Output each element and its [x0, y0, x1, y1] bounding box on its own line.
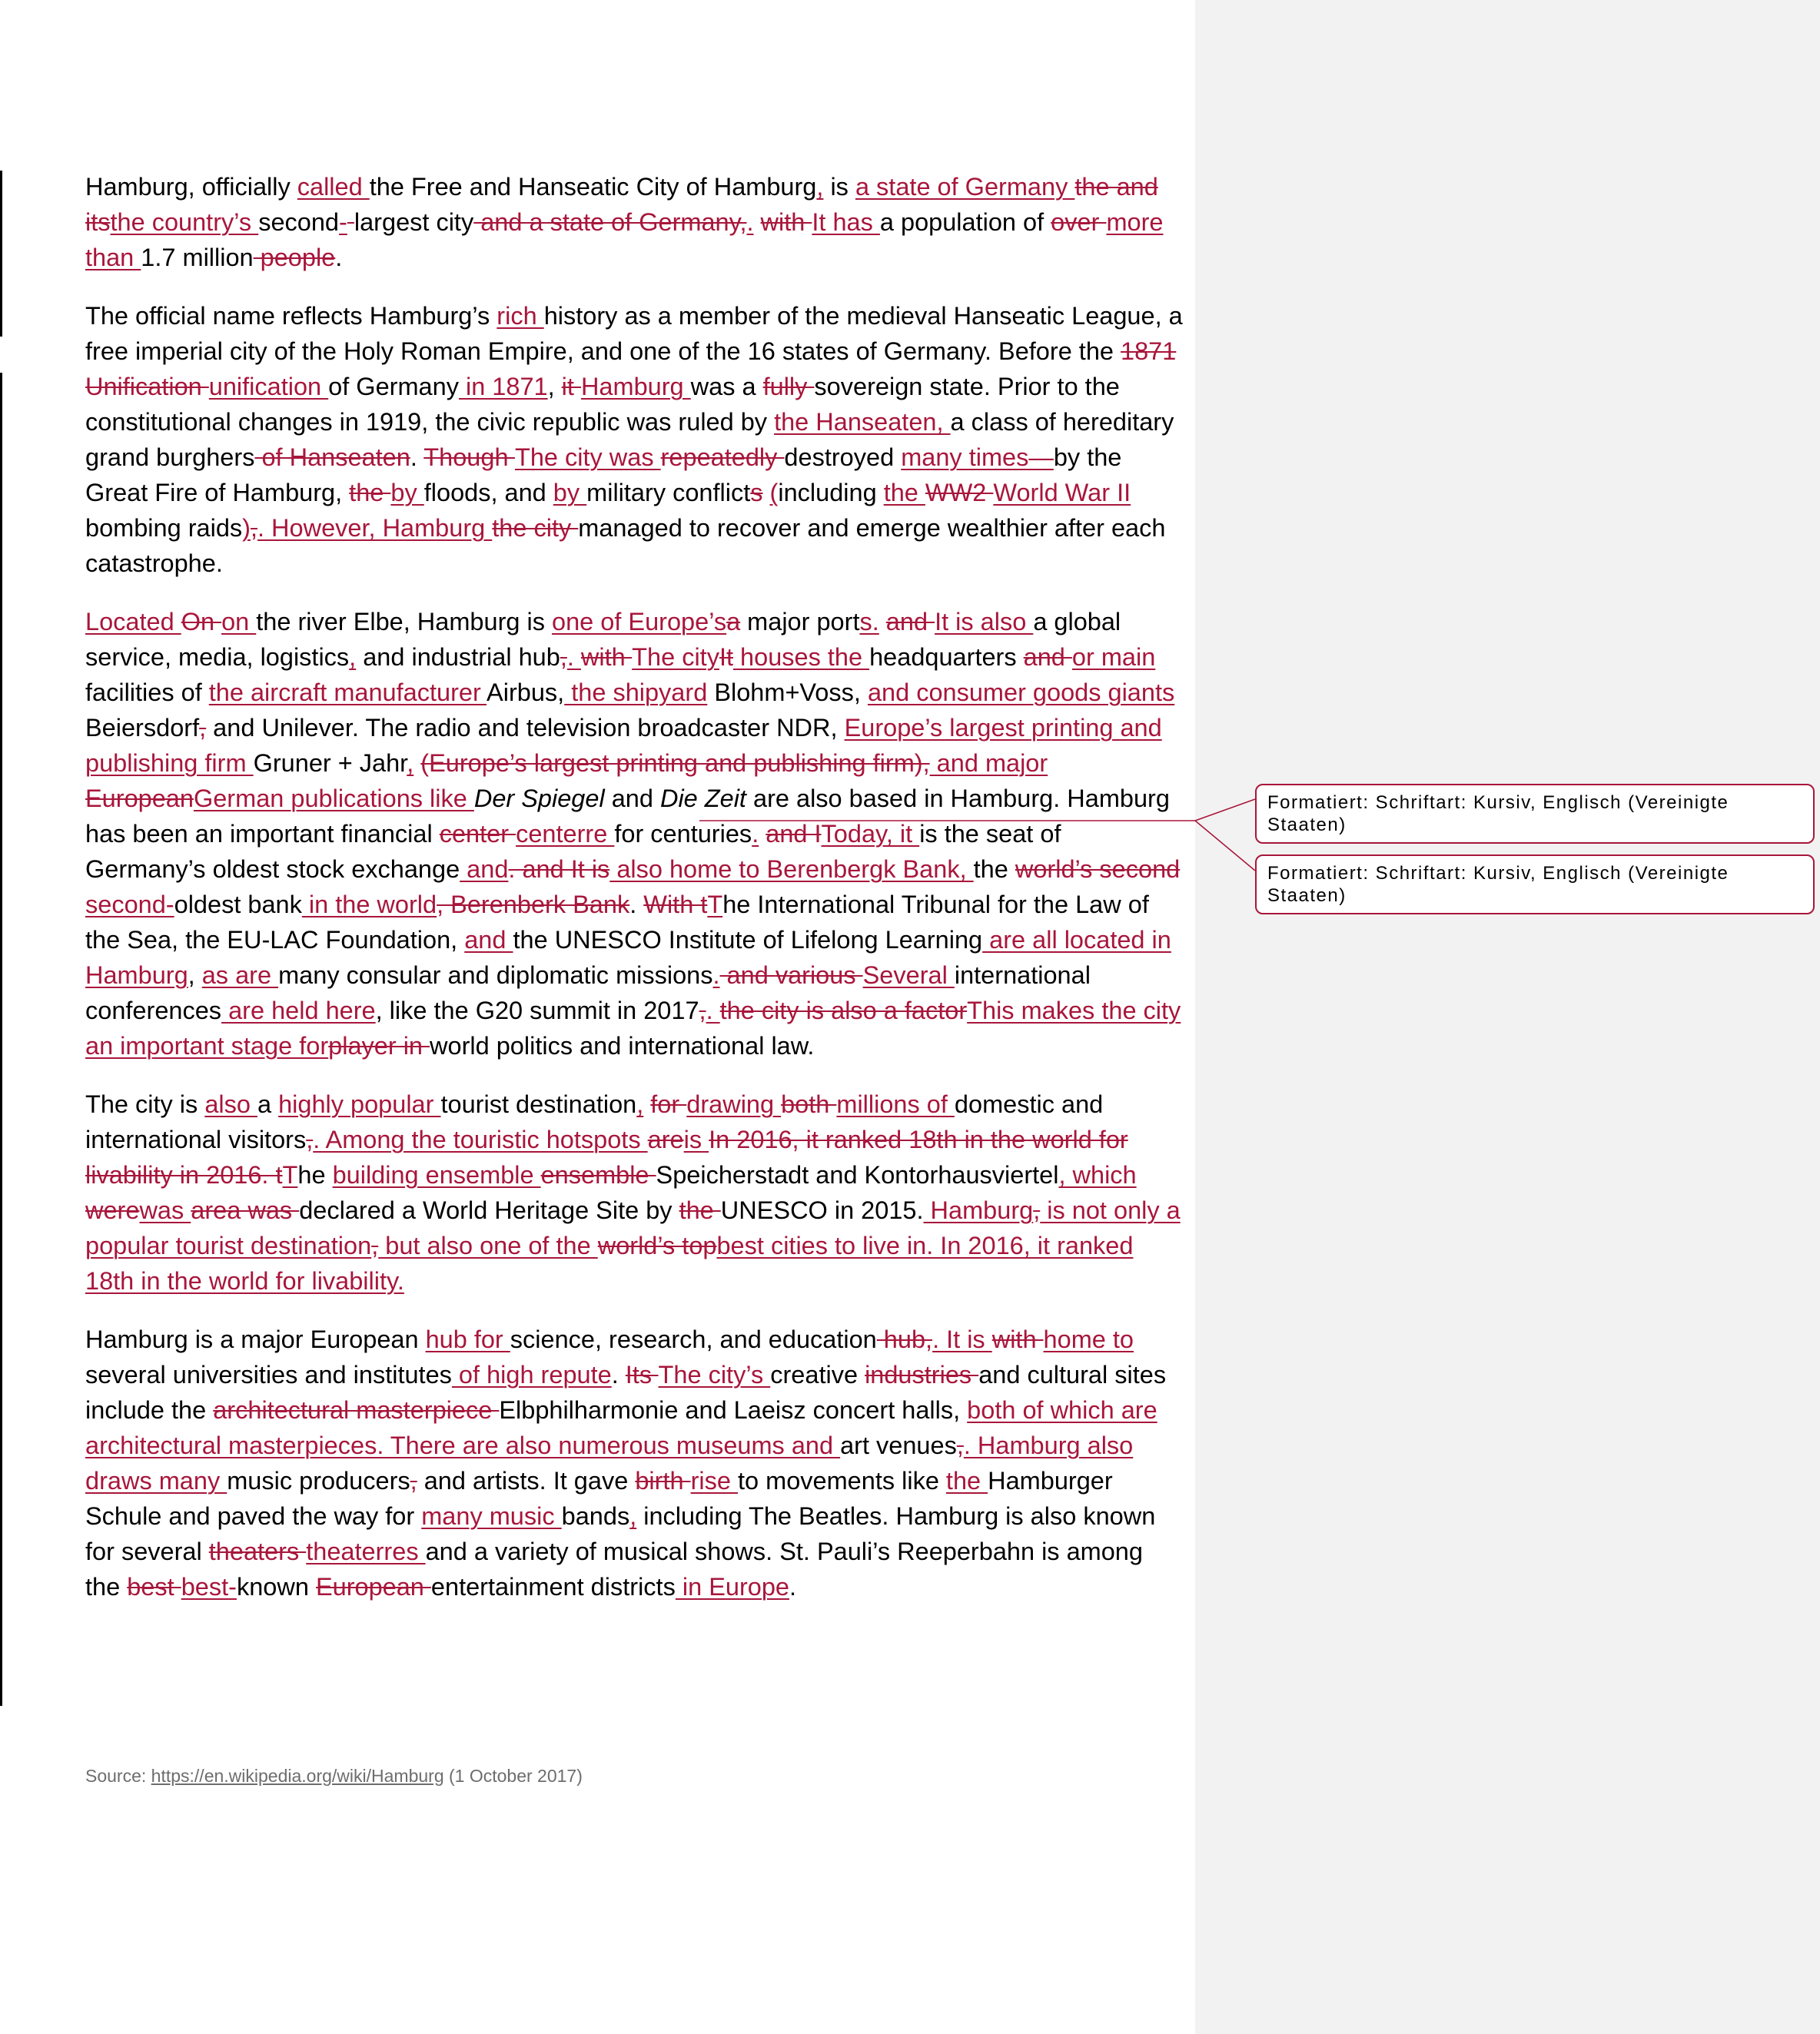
insertion-run: is not only a popular tourist destination: [85, 1196, 1181, 1259]
text-run: 1.7 million: [141, 244, 254, 271]
text-run: for centuries: [614, 820, 752, 848]
text-run: largest city: [354, 208, 474, 236]
insertion-run: on: [221, 608, 257, 635]
text-run: ,: [547, 373, 562, 400]
text-run: .: [629, 891, 644, 918]
deletion-run: a: [726, 608, 741, 635]
italic-run: Die Zeit: [659, 785, 746, 812]
insertion-run: German publications like: [193, 785, 474, 812]
text-run: science, research, and education: [510, 1326, 877, 1353]
text-run: [763, 479, 770, 506]
insertion-run: highly popular: [278, 1090, 441, 1118]
insertion-run: ,: [349, 643, 357, 671]
text-run: domestic and international visitors: [85, 1090, 1104, 1153]
deletion-run: ensemble: [540, 1161, 656, 1189]
insertion-run: second-: [85, 891, 174, 918]
deletion-run: ,: [371, 1232, 379, 1259]
text-run: destroyed: [784, 443, 902, 471]
insertion-run: hub for: [425, 1326, 510, 1353]
text-run: Airbus,: [487, 679, 565, 706]
insertion-run: is: [683, 1126, 709, 1153]
insertion-run: Hamburg: [923, 1196, 1034, 1224]
source-footnote: [85, 1766, 583, 1787]
insertion-run: are all located in Hamburg: [85, 926, 1171, 989]
text-run: several universities and institutes: [85, 1361, 452, 1389]
insertion-run: theaterres: [306, 1538, 426, 1565]
insertion-run: the aircraft manufacturer: [208, 679, 487, 706]
insertion-run: in 1871: [458, 373, 548, 400]
deletion-run: over: [1051, 208, 1107, 236]
text-run: .: [410, 443, 424, 471]
insertion-run: -: [339, 208, 347, 236]
text-run: entertainment districts: [430, 1573, 676, 1601]
text-run: Hamburg, officially: [85, 173, 297, 201]
insertion-run: unification: [208, 373, 329, 400]
insertion-run: or main: [1071, 643, 1156, 671]
text-run: art venues: [840, 1432, 957, 1459]
deletion-run: of Hanseaten: [254, 443, 410, 471]
insertion-run: Several: [862, 961, 955, 989]
deletion-run: 1871 Unification: [85, 337, 1177, 400]
deletion-run: industries: [865, 1361, 979, 1389]
text-run: Beiersdorf: [85, 714, 200, 742]
insertion-run: Europe’s largest printing and publishing firm: [85, 714, 1162, 777]
document-body[interactable]: [85, 169, 1184, 1628]
deletion-run: the city is also a factor: [719, 997, 968, 1024]
insertion-run: Today, it: [821, 820, 920, 848]
text-run: military conflict: [586, 479, 751, 506]
paragraph-culture[interactable]: [85, 1322, 1184, 1604]
change-bar: [0, 171, 2, 337]
paragraph-economy[interactable]: [85, 604, 1184, 1063]
text-run: world politics and international law.: [430, 1032, 815, 1060]
text-run: are also based in Hamburg. Hamburg has been an important financial: [85, 785, 1170, 848]
deletion-run: architectural masterpiece: [213, 1396, 500, 1424]
deletion-run: (Europe’s largest printing and publishing firm),: [420, 749, 930, 777]
text-run: and: [604, 785, 660, 812]
text-run: he: [297, 1161, 333, 1189]
text-run: .: [789, 1573, 797, 1601]
insertion-run: centerre: [516, 820, 615, 848]
insertion-run: the shipyard: [564, 679, 708, 706]
deletion-run: and: [885, 608, 935, 635]
text-run: [759, 820, 766, 848]
insertion-run: also: [204, 1090, 257, 1118]
deletion-run: the: [679, 1196, 721, 1224]
deletion-run: with: [760, 208, 812, 236]
insertion-run: the: [883, 479, 925, 506]
insertion-run: and: [464, 926, 513, 954]
deletion-run: both: [781, 1090, 837, 1118]
text-run: [754, 208, 761, 236]
text-run: international conferences: [85, 961, 1091, 1024]
text-run: declared a World Heritage Site by: [299, 1196, 679, 1224]
text-run: by the Great Fire of Hamburg,: [85, 443, 1122, 506]
insertion-run: ,: [629, 1502, 637, 1530]
insertion-run: The city: [632, 643, 719, 671]
comment-text: Formatiert: Schriftart: Kursiv, Englisch (Vereinigte Staaten): [1267, 792, 1729, 835]
insertion-run: World War II: [993, 479, 1131, 506]
insertion-run: are held here: [221, 997, 376, 1024]
deletion-run: s: [750, 479, 763, 506]
insertion-run: Hamburg: [580, 373, 691, 400]
insertion-run: T: [707, 891, 723, 918]
insertion-run: home to: [1043, 1326, 1134, 1353]
deletion-run: with: [580, 643, 633, 671]
deletion-run: for: [650, 1090, 687, 1118]
deletion-run: birth: [635, 1467, 691, 1495]
insertion-run: many music: [421, 1502, 562, 1530]
deletion-run: fully: [762, 373, 815, 400]
text-run: [643, 1090, 650, 1118]
deletion-run: its: [85, 208, 111, 236]
text-run: bombing raids: [85, 514, 243, 542]
insertion-run: Located: [85, 608, 181, 635]
text-run: he International Tribunal for the Law of the Sea, the EU-LAC Foundation,: [85, 891, 1149, 954]
text-run: a: [257, 1090, 279, 1118]
insertion-run: ,: [816, 173, 824, 201]
insertion-run: the: [945, 1467, 988, 1495]
text-run: including The Beatles. Hamburg is also known for several: [85, 1502, 1156, 1565]
text-run: the UNESCO Institute of Lifelong Learning: [513, 926, 983, 954]
insertion-run: drawing: [686, 1090, 782, 1118]
insertion-run: . Hamburg also draws many: [85, 1432, 1134, 1495]
deletion-run: ,: [250, 514, 257, 542]
text-run: and artists. It gave: [417, 1467, 636, 1495]
insertion-run: . It is: [932, 1326, 992, 1353]
text-run: the Free and Hanseatic City of Hamburg: [369, 173, 817, 201]
deletion-run: [347, 208, 354, 236]
insertion-run: best-: [181, 1573, 237, 1601]
insertion-run: . However, Hamburg: [257, 514, 493, 542]
deletion-run: the and: [1074, 173, 1158, 201]
text-run: floods, and: [423, 479, 553, 506]
text-run: headquarters: [869, 643, 1024, 671]
text-run: was a: [690, 373, 763, 400]
insertion-run: both of which are architectural masterpieces. There are also numerous museums and: [85, 1396, 1157, 1459]
insertion-run: rich: [497, 302, 544, 330]
deletion-run: theaters: [208, 1538, 307, 1565]
paragraph-tourism[interactable]: [85, 1087, 1184, 1299]
deletion-run: It: [719, 643, 734, 671]
text-run: a global service, media, logistics: [85, 608, 1121, 671]
deletion-run: are: [647, 1126, 684, 1153]
text-run: music producers: [227, 1467, 410, 1495]
text-run: a population of: [879, 208, 1051, 236]
deletion-run: world’s second: [1015, 855, 1181, 883]
deletion-run: the city: [492, 514, 579, 542]
insertion-run: T: [282, 1161, 298, 1189]
text-run: .: [611, 1361, 626, 1389]
source-date: (1 October 2017): [443, 1766, 583, 1786]
insertion-run: called: [297, 173, 370, 201]
insertion-run: of high repute: [451, 1361, 612, 1389]
text-run: to movements like: [737, 1467, 946, 1495]
deletion-run: European: [85, 785, 194, 812]
insertion-run: , which: [1058, 1161, 1137, 1189]
insertion-run: .: [752, 820, 759, 848]
text-run: and cultural sites include the: [85, 1361, 1167, 1424]
insertion-run: ,: [407, 749, 414, 777]
insertion-run: and: [460, 855, 509, 883]
comment-balloon-1[interactable]: [1255, 784, 1815, 844]
deletion-run: world’s top: [597, 1232, 717, 1259]
insertion-run: and major: [929, 749, 1048, 777]
insertion-run: The city was: [514, 443, 661, 471]
insertion-run: (: [769, 479, 779, 506]
text-run: facilities of: [85, 679, 209, 706]
text-run: history as a member of the medieval Hanseatic League, a free imperial city of the Holy Roman Empire, and one of the 16 states of Germany. Before the: [85, 302, 1183, 365]
deletion-run: hub,: [876, 1326, 933, 1353]
text-run: Hamburger Schule and paved the way for: [85, 1467, 1113, 1530]
deletion-run: various: [775, 961, 863, 989]
insertion-run: ): [242, 514, 251, 542]
deletion-run: In 2016, it ranked 18th in the world for livability in 2016. t: [85, 1126, 1128, 1189]
insertion-run: in the world: [301, 891, 437, 918]
text-run: a class of hereditary grand burghers: [85, 408, 1174, 471]
insertion-run: It has: [812, 208, 880, 236]
deletion-run: ,: [199, 714, 207, 742]
text-run: the river Elbe, Hamburg is: [256, 608, 552, 635]
deletion-run: and a state of Germany: [473, 208, 740, 236]
deletion-run: ,: [560, 643, 567, 671]
paragraph-history[interactable]: [85, 298, 1184, 581]
text-run: and a variety of musical shows. St. Pauli’s Reeperbahn is among the: [85, 1538, 1143, 1601]
insertion-run: building ensemble: [332, 1161, 541, 1189]
insertion-run: .: [566, 643, 581, 671]
deletion-run: area was: [191, 1196, 300, 1224]
text-run: UNESCO in 2015.: [720, 1196, 924, 1224]
text-run: creative: [770, 1361, 865, 1389]
insertion-run: the Hanseaten,: [774, 408, 951, 436]
source-prefix: Source:: [85, 1766, 151, 1786]
insertion-run: best cities to live in. In 2016, it ranked 18th in the world for livability.: [85, 1232, 1134, 1295]
insertion-run: This makes the city an important stage for: [85, 997, 1181, 1060]
text-run: the: [973, 855, 1015, 883]
text-run: known: [236, 1573, 316, 1601]
deletion-run: . and It is: [508, 855, 610, 883]
text-run: Speicherstadt and Kontorhausviertel: [656, 1161, 1059, 1189]
insertion-run: a state of Germany: [855, 173, 1075, 201]
deletion-run: ,: [699, 997, 706, 1024]
insertion-run: one of Europe’s: [552, 608, 727, 635]
insertion-run: s.: [859, 608, 879, 635]
deletion-run: center: [439, 820, 516, 848]
text-run: , like the G20 summit in 2017: [375, 997, 699, 1024]
deletion-run: repeatedly: [660, 443, 785, 471]
text-run: Hamburg is a major European: [85, 1326, 426, 1353]
insertion-run: more than: [85, 208, 1164, 271]
insertion-run: as are: [201, 961, 279, 989]
deletion-run: European: [315, 1573, 431, 1601]
insertion-run: in Europe: [675, 1573, 789, 1601]
comment-balloon-2[interactable]: [1255, 854, 1815, 914]
deletion-run: WW2: [925, 479, 994, 506]
comment-margin-pane: [1195, 0, 1820, 2034]
insertion-run: The city’s: [658, 1361, 771, 1389]
deletion-run: and: [1023, 643, 1072, 671]
text-run: [413, 749, 420, 777]
deletion-run: people: [253, 244, 336, 271]
text-run: and industrial hub: [356, 643, 560, 671]
text-run: of Germany: [328, 373, 459, 400]
insertion-run: but also one of the: [378, 1232, 598, 1259]
comment-text: Formatiert: Schriftart: Kursiv, Englisch (Vereinigte Staaten): [1267, 863, 1729, 906]
deletion-run: the: [349, 479, 391, 506]
insertion-run: .: [712, 961, 720, 989]
deletion-run: Its: [625, 1361, 659, 1389]
text-run: many consular and diplomatic missions: [278, 961, 713, 989]
insertion-run: by: [553, 479, 587, 506]
text-run: Blohm+Voss,: [707, 679, 868, 706]
insertion-run: . Among the touristic hotspots: [313, 1126, 648, 1153]
change-bar: [0, 373, 2, 1706]
text-run: second: [258, 208, 340, 236]
text-run: bands: [561, 1502, 630, 1530]
deletion-run: with: [991, 1326, 1044, 1353]
text-run: and Unilever. The radio and television broadcaster NDR,: [206, 714, 845, 742]
text-run: [879, 608, 886, 635]
deletion-run: and: [719, 961, 775, 989]
insertion-run: .: [706, 997, 720, 1024]
text-run: sovereign state. Prior to the constitutional changes in 1919, the civic republic was ruled by: [85, 373, 1120, 436]
deletion-run: On: [181, 608, 222, 635]
text-run: Elbphilharmonie and Laeisz concert halls,: [499, 1396, 968, 1424]
insertion-run: by: [390, 479, 424, 506]
insertion-run: millions of: [836, 1090, 955, 1118]
deletion-run: best: [127, 1573, 181, 1601]
insertion-run: houses the: [733, 643, 870, 671]
deletion-run: ,: [739, 208, 747, 236]
text-run: Gruner + Jahr: [253, 749, 407, 777]
text-run: ,: [188, 961, 202, 989]
deletion-run: With t: [643, 891, 708, 918]
deletion-run: ,: [410, 1467, 417, 1495]
text-run: is: [823, 173, 855, 201]
insertion-run: the country’s: [110, 208, 259, 236]
text-run: is the seat of Germany’s oldest stock exchange: [85, 820, 1061, 883]
text-run: The city is: [85, 1090, 205, 1118]
deletion-run: ,: [306, 1126, 314, 1153]
deletion-run: and I: [766, 820, 822, 848]
deletion-run: Though: [423, 443, 515, 471]
deletion-run: ,: [956, 1432, 964, 1459]
insertion-run: It is also: [935, 608, 1034, 635]
text-run: major port: [740, 608, 860, 635]
insertion-run: was: [139, 1196, 191, 1224]
deletion-run: player in: [328, 1032, 430, 1060]
deletion-run: were: [85, 1196, 140, 1224]
insertion-run: rise: [690, 1467, 738, 1495]
deletion-run: it: [561, 373, 581, 400]
text-run: oldest bank: [174, 891, 302, 918]
deletion-run: ,: [1033, 1196, 1041, 1224]
text-run: The official name reflects Hamburg’s: [85, 302, 497, 330]
insertion-run: .: [746, 208, 754, 236]
insertion-run: and consumer goods giants: [867, 679, 1175, 706]
source-link[interactable]: https://en.wikipedia.org/wiki/Hamburg: [151, 1766, 444, 1786]
text-run: tourist destination: [440, 1090, 637, 1118]
paragraph-intro[interactable]: [85, 169, 1184, 275]
deletion-run: , Berenberk Bank: [437, 891, 630, 918]
italic-run: Der Spiegel: [473, 785, 605, 812]
text-run: including: [778, 479, 884, 506]
insertion-run: also home to Berenbergk Bank,: [609, 855, 974, 883]
text-run: .: [335, 244, 343, 271]
text-run: managed to recover and emerge wealthier after each catastrophe.: [85, 514, 1166, 577]
insertion-run: ,: [636, 1090, 644, 1118]
insertion-run: many times—: [901, 443, 1054, 471]
